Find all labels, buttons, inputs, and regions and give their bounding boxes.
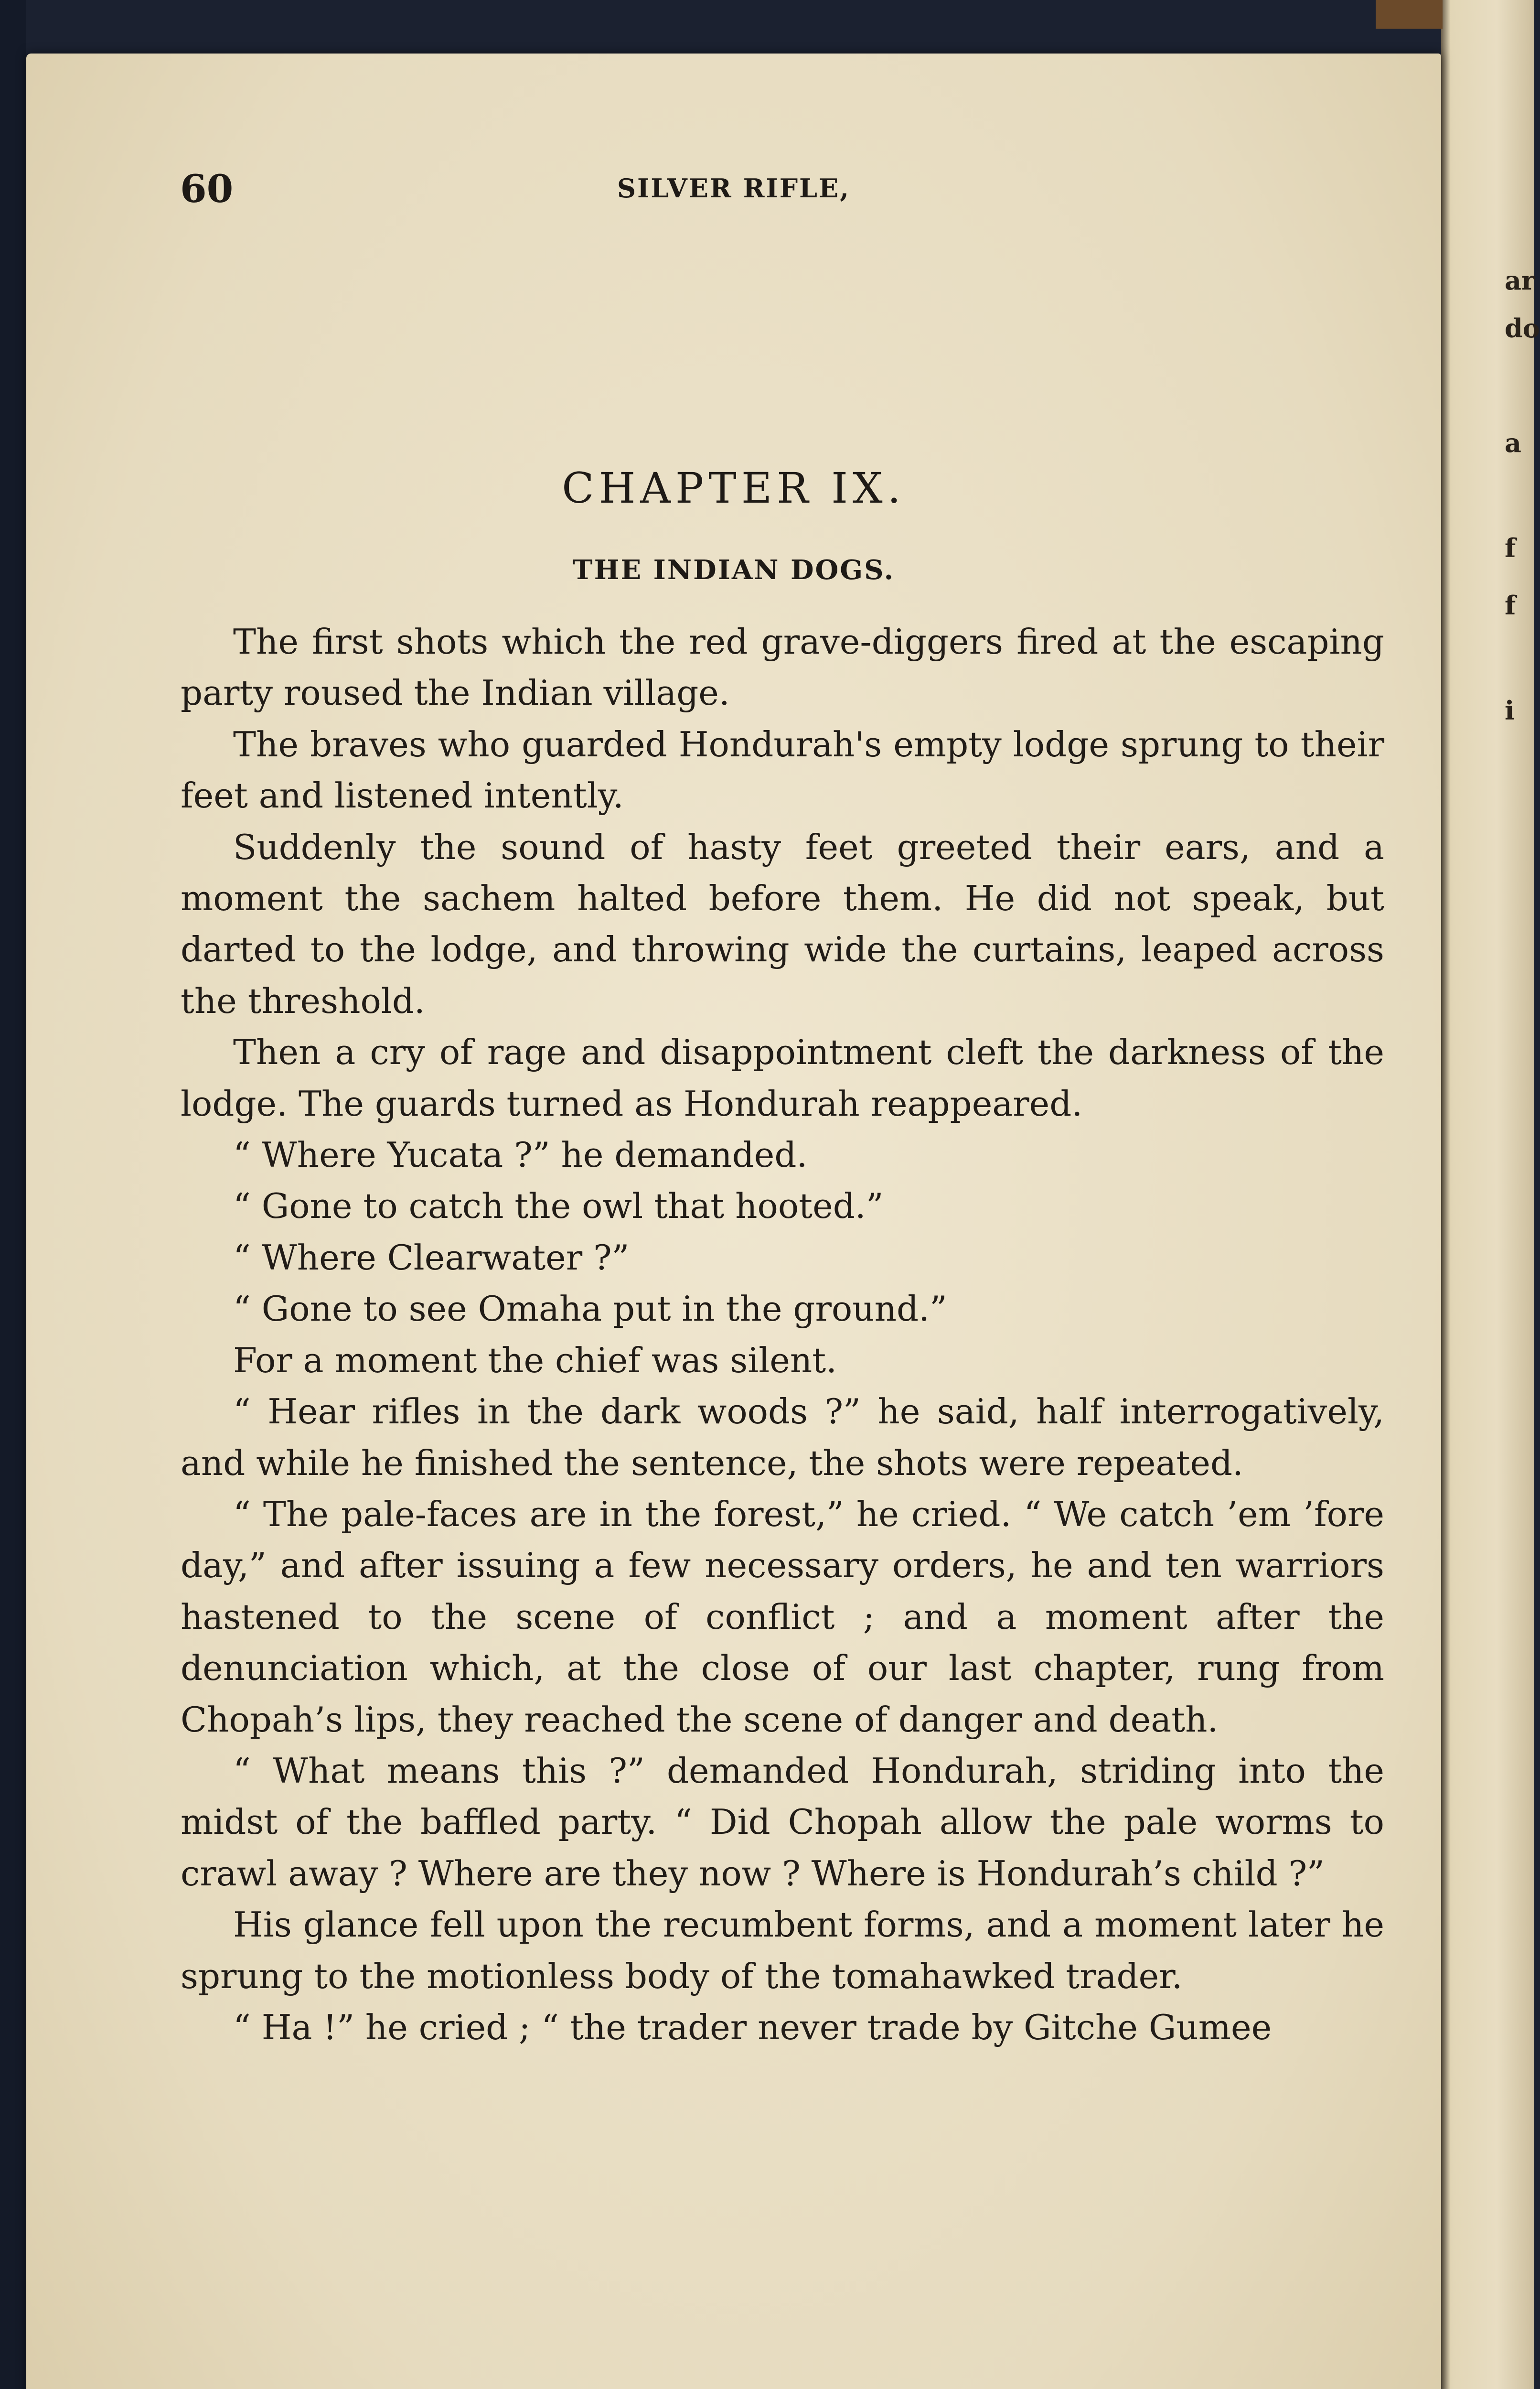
paragraph: For a moment the chief was silent. xyxy=(233,1340,837,1380)
paragraph: “ Gone to see Omaha put in the ground.” xyxy=(233,1289,947,1329)
edge-fragment: ar xyxy=(1505,265,1535,296)
facing-page-edge xyxy=(1441,0,1534,2389)
paragraph: The braves who guarded Hondurah's empty lodge sprung to their feet and listened intently. xyxy=(181,724,1384,816)
paragraph: “ The pale-faces are in the forest,” he cried. “ We catch ’em ’fore day,” and after issuing a few necessary orders, he and ten warriors hastened to the scene of conflict ; and a moment after the denunciation which, at the close of our last chapter, rung from Chopah’s lips, they reached the scene of danger and death. xyxy=(181,1494,1384,1740)
paragraph: “ Gone to catch the owl that hooted.” xyxy=(233,1186,884,1227)
book-title: SILVER RIFLE, xyxy=(617,173,850,204)
chapter-body xyxy=(181,616,1384,2053)
paragraph: “ What means this ?” demanded Hondurah, striding into the midst of the baffled party. “ Did Chopah allow the pale worms to crawl away ? Where are they now ? Where is Hondurah’s child ?” xyxy=(181,1750,1384,1894)
paragraph: The first shots which the red grave-diggers fired at the escaping party roused the Indian village. xyxy=(181,622,1384,713)
paragraph: “ Where Yucata ?” he demanded. xyxy=(233,1135,808,1175)
running-head xyxy=(26,166,1441,214)
paragraph: “ Where Clearwater ?” xyxy=(233,1237,630,1278)
paragraph: Suddenly the sound of hasty feet greeted their ears, and a moment the sachem halted before them. He did not speak, but darted to the lodge, and throwing wide the curtains, leaped across the threshold. xyxy=(181,827,1384,1021)
scan-background-left xyxy=(0,0,26,2389)
edge-fragment: f xyxy=(1505,590,1516,621)
edge-fragment: do xyxy=(1505,313,1540,344)
edge-fragment: i xyxy=(1505,695,1515,726)
edge-fragment: a xyxy=(1505,428,1521,458)
edge-fragment: f xyxy=(1505,533,1516,563)
paragraph: Then a cry of rage and disappointment cleft the darkness of the lodge. The guards turned as Hondurah reappeared. xyxy=(181,1032,1384,1124)
paragraph: “ Ha !” he cried ; “ the trader never trade by Gitche Gumee xyxy=(233,2007,1272,2047)
paragraph: His glance fell upon the recumbent forms, and a moment later he sprung to the motionless body of the tomahawked trader. xyxy=(181,1905,1384,1996)
paragraph: “ Hear rifles in the dark woods ?” he said, half interrogatively, and while he finished the sentence, the shots were repeated. xyxy=(181,1391,1384,1483)
chapter-subtitle: THE INDIAN DOGS. xyxy=(572,554,895,586)
binding-corner xyxy=(1376,0,1443,29)
chapter-title: CHAPTER IX. xyxy=(562,463,906,513)
page-number: 60 xyxy=(180,166,234,211)
